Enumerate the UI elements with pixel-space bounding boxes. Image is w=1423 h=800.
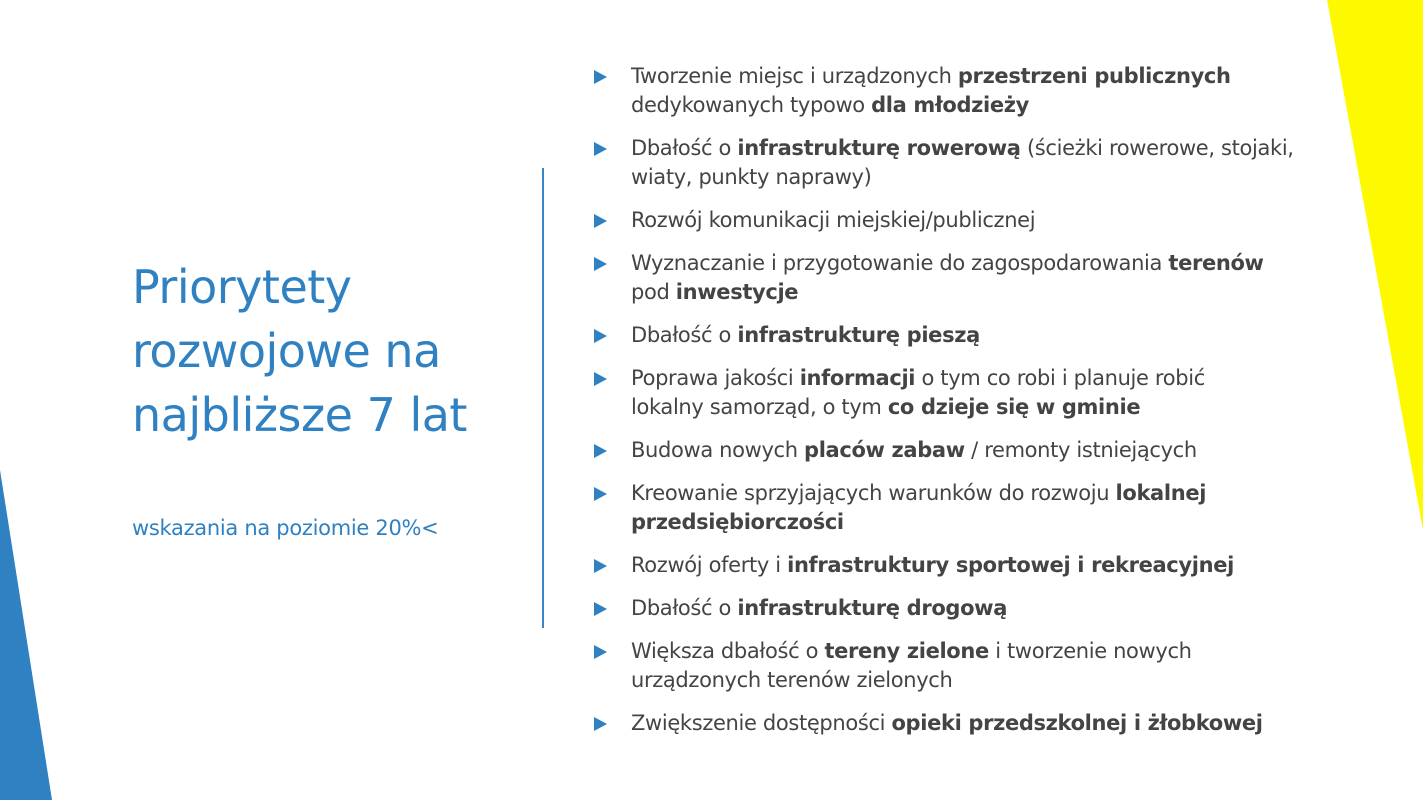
slide-title-line: rozwojowe na <box>132 324 441 378</box>
priority-item-line <box>631 62 1310 91</box>
triangle-bullet-icon <box>594 257 607 271</box>
triangle-bullet-icon <box>594 717 607 731</box>
priority-item-keyword: opieki przedszkolnej i żłobkowej <box>891 711 1263 735</box>
priority-item-line <box>631 666 1310 695</box>
priority-item-text: Poprawa jakości <box>631 366 800 390</box>
priority-item-line <box>631 637 1310 666</box>
priority-item <box>590 709 1310 738</box>
priority-item-text: Rozwój komunikacji miejskiej/publicznej <box>631 208 1036 232</box>
priority-item-line <box>631 321 1310 350</box>
priority-item <box>590 436 1310 465</box>
triangle-bullet-icon <box>594 142 607 156</box>
priority-item-line <box>631 594 1310 623</box>
triangle-bullet-icon <box>594 214 607 228</box>
priority-item-text: (ścieżki rowerowe, stojaki, <box>1020 136 1294 160</box>
priority-item <box>590 62 1310 120</box>
priority-item-text: o tym co robi i planuje robić <box>915 366 1205 390</box>
priority-item-text: Zwiększenie dostępności <box>631 711 892 735</box>
priority-item <box>590 134 1310 192</box>
priority-item-keyword: infrastrukturę pieszą <box>737 323 980 347</box>
priority-item-keyword: terenów <box>1168 251 1264 275</box>
priority-item-keyword: lokalnej <box>1115 481 1207 505</box>
priority-item-keyword: inwestycje <box>675 280 799 304</box>
priority-item <box>590 249 1310 307</box>
priority-item-text: / remonty istniejących <box>964 438 1197 462</box>
priority-item-line <box>631 393 1310 422</box>
priority-item-keyword: co dzieje się w gminie <box>887 395 1141 419</box>
priority-item-keyword: placów zabaw <box>804 438 965 462</box>
priority-item-line <box>631 163 1310 192</box>
priority-item <box>590 637 1310 695</box>
triangle-bullet-icon <box>594 602 607 616</box>
priority-item <box>590 479 1310 537</box>
priority-list <box>590 62 1310 752</box>
priority-item <box>590 321 1310 350</box>
priority-item-text: i tworzenie nowych <box>988 639 1192 663</box>
priority-item-keyword: infrastrukturę drogową <box>737 596 1008 620</box>
priority-item-line <box>631 278 1310 307</box>
priority-item-text: wiaty, punkty naprawy) <box>631 165 872 189</box>
slide-title-line: Priorytety <box>132 260 352 314</box>
priority-item-keyword: infrastrukturę rowerową <box>737 136 1021 160</box>
priority-item-text: Budowa nowych <box>631 438 805 462</box>
triangle-bullet-icon <box>594 70 607 84</box>
priority-item-keyword: przestrzeni publicznych <box>957 64 1231 88</box>
triangle-bullet-icon <box>594 559 607 573</box>
priority-item-keyword: infrastruktury sportowej i rekreacyjnej <box>787 553 1234 577</box>
priority-item-line <box>631 551 1310 580</box>
priority-item-line <box>631 249 1310 278</box>
priority-item-line <box>631 508 1310 537</box>
priority-item <box>590 206 1310 235</box>
priority-item-text: Dbałość o <box>631 136 738 160</box>
blue-accent-shape <box>0 470 52 800</box>
priority-item-keyword: tereny zielone <box>824 639 989 663</box>
priority-item-text: dedykowanych typowo <box>631 93 872 117</box>
priority-item-line <box>631 91 1310 120</box>
priority-item-keyword: dla młodzieży <box>871 93 1029 117</box>
priority-item <box>590 364 1310 422</box>
priority-item-text: Tworzenie miejsc i urządzonych <box>631 64 958 88</box>
priority-item-line <box>631 436 1310 465</box>
priority-item-text: Wyznaczanie i przygotowanie do zagospodarowania <box>631 251 1169 275</box>
priority-item-line <box>631 206 1310 235</box>
priority-item-text: Kreowanie sprzyjających warunków do rozwoju <box>631 481 1116 505</box>
priority-item-line <box>631 134 1310 163</box>
slide-title <box>132 255 532 447</box>
priority-item-line <box>631 364 1310 393</box>
priority-item-text: urządzonych terenów zielonych <box>631 668 953 692</box>
priority-item-text: Rozwój oferty i <box>631 553 788 577</box>
priority-item-keyword: przedsiębiorczości <box>631 510 844 534</box>
priority-item-text: Większa dbałość o <box>631 639 825 663</box>
priority-item-text: pod <box>631 280 676 304</box>
priority-item <box>590 551 1310 580</box>
priority-item-keyword: informacji <box>799 366 916 390</box>
triangle-bullet-icon <box>594 444 607 458</box>
slide-title-line: najbliższe 7 lat <box>132 388 467 442</box>
priority-item-text: lokalny samorząd, o tym <box>631 395 888 419</box>
vertical-divider <box>542 168 544 628</box>
yellow-accent-shape <box>1327 0 1423 530</box>
triangle-bullet-icon <box>594 329 607 343</box>
triangle-bullet-icon <box>594 645 607 659</box>
triangle-bullet-icon <box>594 487 607 501</box>
priority-item <box>590 594 1310 623</box>
priority-item-text: Dbałość o <box>631 596 738 620</box>
priority-item-text: Dbałość o <box>631 323 738 347</box>
priority-item-line <box>631 479 1310 508</box>
priority-item-line <box>631 709 1310 738</box>
triangle-bullet-icon <box>594 372 607 386</box>
slide-subtitle: wskazania na poziomie 20%< <box>132 516 439 540</box>
